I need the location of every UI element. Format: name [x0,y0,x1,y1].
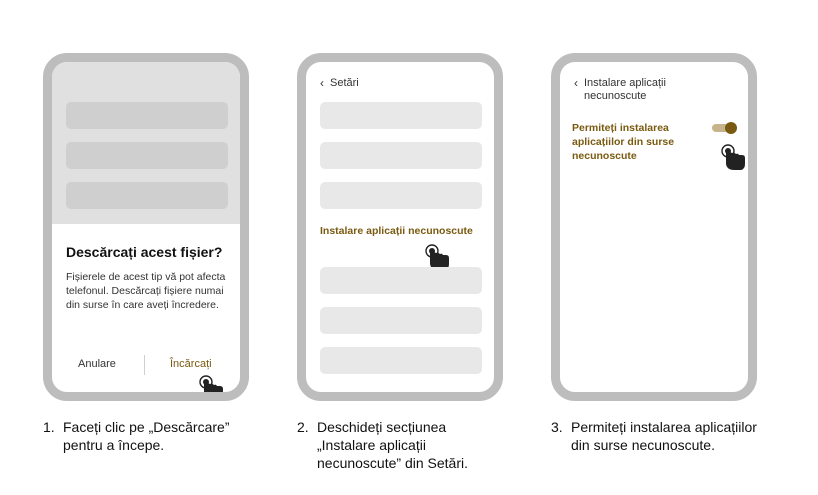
header-title: Setări [330,77,359,89]
phone-screen-download-dialog [43,53,249,401]
settings-row[interactable] [320,182,482,209]
settings-row[interactable] [320,347,482,374]
phone-screen-unknown-apps [551,53,757,401]
step-1-caption [43,418,253,454]
placeholder-row [66,182,228,209]
step-3-caption [551,418,761,454]
settings-row[interactable] [320,307,482,334]
tap-hand-icon [196,373,226,401]
chevron-left-icon[interactable]: ‹ [574,76,578,90]
cancel-button[interactable]: Anulare [78,358,116,370]
button-divider [144,355,145,375]
phone-screen-settings [297,53,503,401]
tap-hand-icon [718,142,748,172]
settings-row[interactable] [320,142,482,169]
permission-label: Permiteți instalarea aplicațiilor din surse necunoscute [572,122,675,162]
step-text: Deschideți secțiunea „Instalare aplicații necunoscute” din Setări. [317,419,468,471]
step-number: 3. [551,419,563,435]
step-number: 1. [43,419,55,435]
step-2-caption [297,418,507,472]
settings-header[interactable] [320,77,430,90]
step-number: 2. [297,419,309,435]
step-text: Permiteți instalarea aplicațiilor din surse necunoscute. [571,419,757,453]
unknown-apps-header[interactable] [574,77,684,103]
step-text: Faceți clic pe „Descărcare” pentru a începe. [63,419,230,453]
settings-row[interactable] [320,102,482,129]
dialog-message: Fișierele de acest tip vă pot afecta telefonul. Descărcați fișiere numai din surse în care aveți încredere. [66,271,226,311]
install-unknown-apps-item[interactable]: Instalare aplicații necunoscute [320,225,473,237]
chevron-left-icon[interactable]: ‹ [320,76,324,90]
upload-button[interactable]: Încărcați [170,358,212,370]
allow-toggle[interactable] [712,122,736,134]
dialog-title: Descărcați acest fișier? [66,244,223,260]
placeholder-row [66,102,228,129]
dimmed-background [52,62,240,224]
toggle-knob [725,122,737,134]
settings-row[interactable] [320,267,482,294]
placeholder-row [66,142,228,169]
header-title: Instalare aplicații necunoscute [584,77,666,102]
